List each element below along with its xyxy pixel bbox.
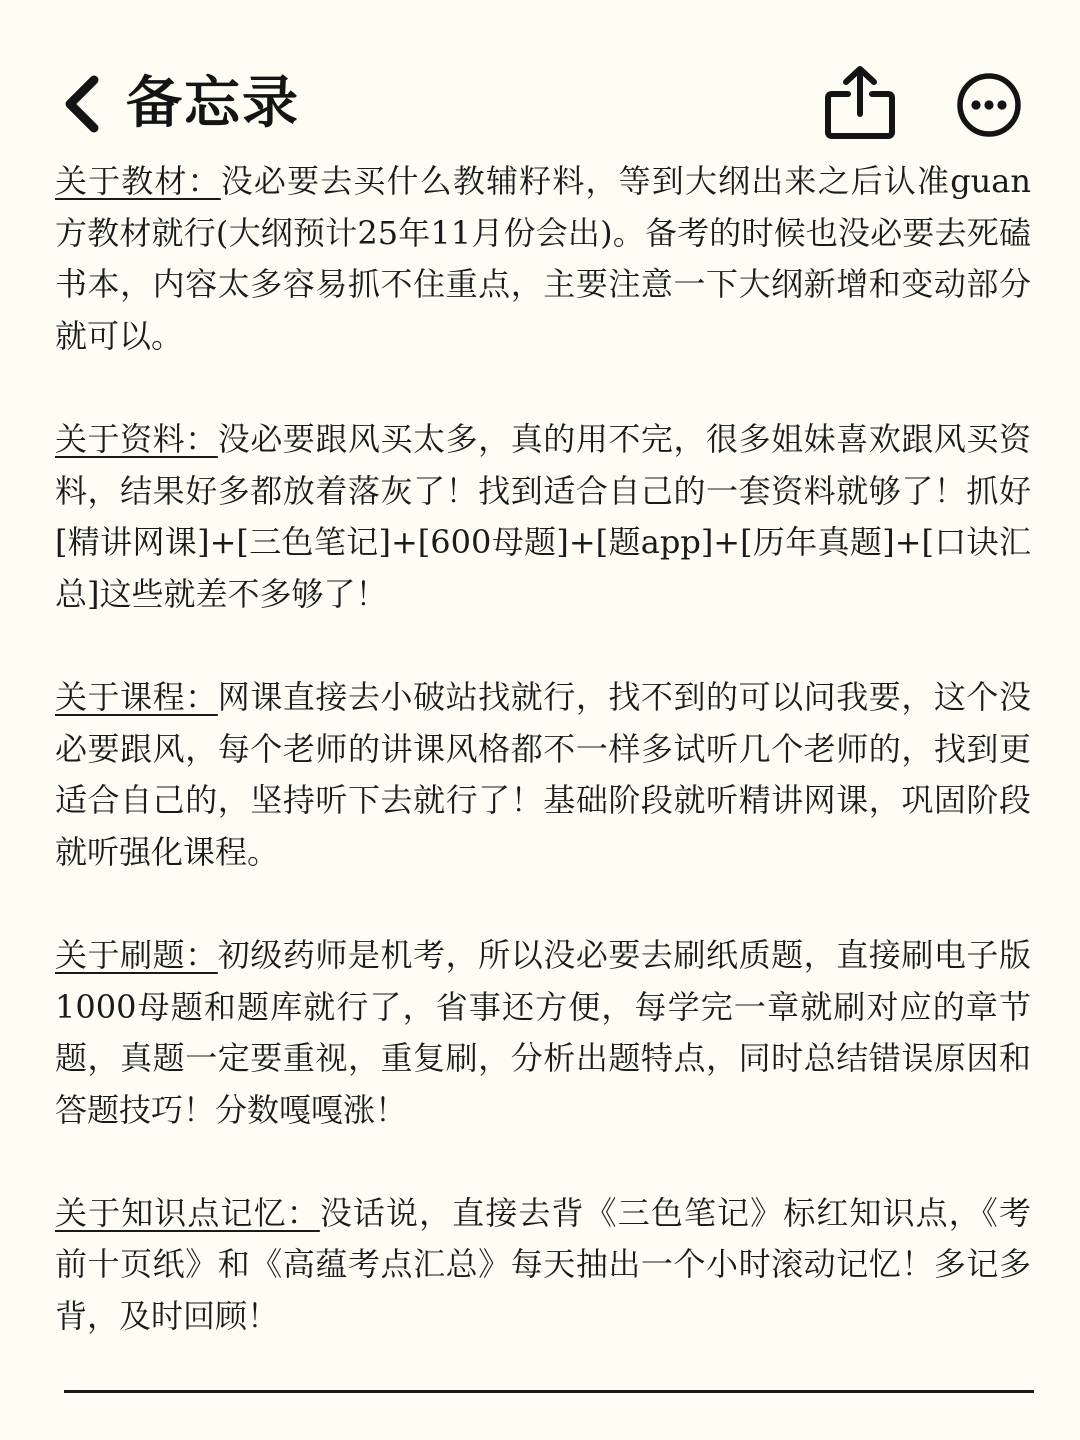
section-text: 网课直接去小破站找就行，找不到的可以问我要，这个没必要跟风，每个老师的讲课风格都不一样多试听几个老师的，找到更适合自己的，坚持听下去就行了！基础阶段就听精讲网课，巩固阶段就听强化课程。 — [55, 677, 1031, 871]
section-heading: 关于资料： — [55, 419, 218, 458]
section-heading: 关于刷题： — [55, 935, 218, 974]
note-section-practice — [55, 930, 1031, 1136]
page-title: 备忘录 — [126, 71, 300, 136]
bottom-divider — [64, 1390, 1034, 1393]
note-paragraph — [55, 414, 1031, 620]
section-text: 没必要跟风买太多，真的用不完，很多姐妹喜欢跟风买资料，结果好多都放着落灰了！找到适合自己的一套资料就够了！抓好[精讲网课]+[三色笔记]+[600母题]+[题app]+[历年真题]+[口诀汇总]这些就差不多够了！ — [55, 419, 1031, 613]
note-body — [55, 156, 1031, 1394]
note-section-textbook — [55, 156, 1031, 362]
note-paragraph — [55, 156, 1031, 362]
section-text: 没必要去买什么教辅籽料，等到大纲出来之后认准guan方教材就行(大纲预计25年11月份会出)。备考的时候也没必要去死磕书本，内容太多容易抓不住重点，主要注意一下大纲新增和变动部分就可以。 — [55, 162, 1031, 355]
nav-header — [0, 0, 1080, 160]
section-heading: 关于教材： — [55, 162, 221, 200]
section-heading: 关于课程： — [55, 677, 218, 716]
note-section-materials — [55, 414, 1031, 620]
share-button[interactable] — [822, 64, 900, 142]
more-icon — [956, 72, 1022, 138]
note-paragraph — [55, 672, 1031, 878]
note-section-courses — [55, 672, 1031, 878]
section-text: 没话说，直接去背《三色笔记》标红知识点，《考前十页纸》和《高蕴考点汇总》每天抽出一个小时滚动记忆！多记多背，及时回顾！ — [55, 1193, 1031, 1336]
share-icon — [822, 64, 900, 142]
section-heading: 关于知识点记忆： — [55, 1193, 320, 1232]
note-paragraph — [55, 930, 1031, 1136]
more-button[interactable] — [956, 72, 1022, 138]
note-section-memory — [55, 1188, 1031, 1343]
back-button[interactable] — [58, 72, 106, 136]
chevron-left-icon — [58, 72, 106, 136]
section-text: 初级药师是机考，所以没必要去刷纸质题，直接刷电子版1000母题和题库就行了，省事还方便，每学完一章就刷对应的章节题，真题一定要重视，重复刷，分析出题特点，同时总结错误原因和答题技巧！分数嘎嘎涨！ — [55, 935, 1031, 1129]
note-paragraph — [55, 1188, 1031, 1343]
